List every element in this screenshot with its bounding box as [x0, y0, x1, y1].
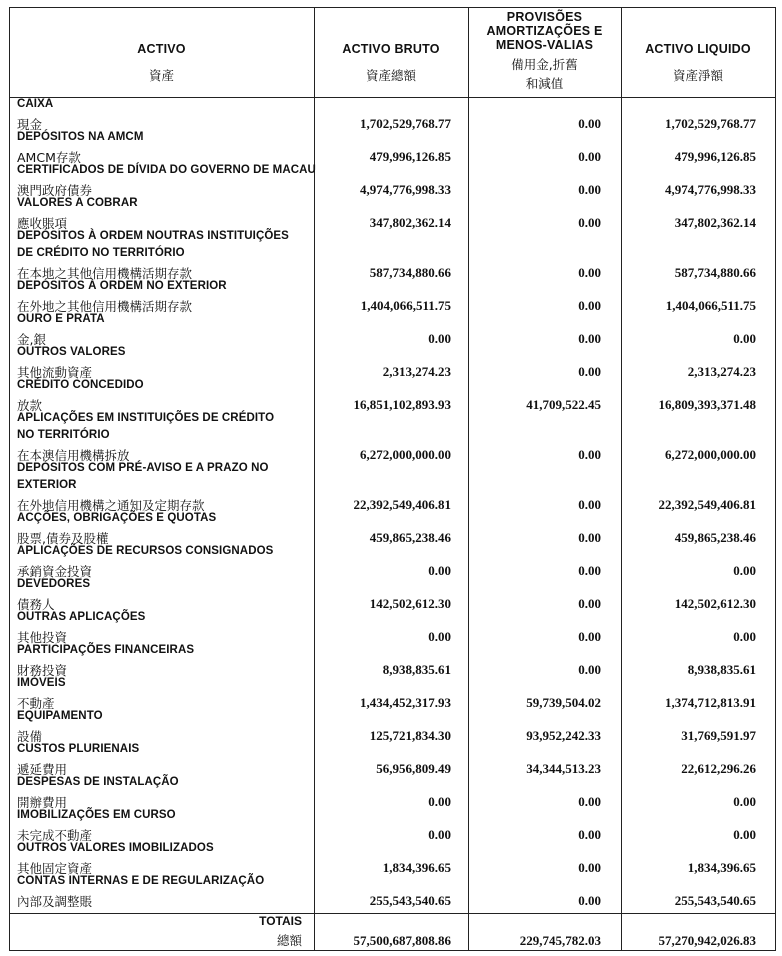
- row-label-zh: 金,銀: [17, 332, 46, 347]
- row-activo-bruto: 0.00: [428, 629, 451, 644]
- row-label-pt: CRÉDITO CONCEDIDO: [17, 379, 144, 391]
- table-row: [9, 231, 776, 281]
- table-row: [9, 678, 776, 711]
- table-row: [9, 810, 776, 843]
- table-row: [9, 843, 776, 876]
- row-activo-liquido: 1,404,066,511.75: [665, 298, 756, 313]
- row-label-pt: DEPÓSITOS NA AMCM: [17, 131, 144, 143]
- row-activo-bruto: 1,404,066,511.75: [360, 298, 451, 313]
- row-activo-liquido: 22,392,549,406.81: [658, 497, 756, 512]
- row-label-zh: 澳門政府債券: [17, 183, 93, 198]
- header-liquido-zh: 資產淨額: [672, 68, 723, 83]
- row-activo-liquido: 0.00: [733, 563, 756, 578]
- row-label-pt: OUTROS VALORES: [17, 346, 126, 358]
- row-activo-liquido: 459,865,238.46: [674, 530, 756, 545]
- row-label-zh: 在外地信用機構之通知及定期存款: [17, 498, 205, 513]
- row-label-pt: APLICAÇÕES EM INSTITUIÇÕES DE CRÉDITO: [17, 412, 275, 424]
- row-provisoes: 0.00: [578, 497, 601, 512]
- row-provisoes: 0.00: [578, 860, 601, 875]
- totals-provisoes: 229,745,782.03: [519, 933, 601, 948]
- row-activo-liquido: 4,974,776,998.33: [665, 182, 756, 197]
- header-activo-zh: 資產: [148, 68, 174, 83]
- row-provisoes: 0.00: [578, 827, 601, 842]
- row-activo-bruto: 8,938,835.61: [382, 662, 451, 677]
- row-label-zh: 在外地之其他信用機構活期存款: [17, 299, 193, 314]
- table-row: [9, 876, 776, 909]
- row-activo-liquido: 0.00: [733, 331, 756, 346]
- table-row: [9, 314, 776, 347]
- row-label-pt: CERTIFICADOS DE DÍVIDA DO GOVERNO DE MACAU: [17, 164, 316, 176]
- row-provisoes: 34,344,513.23: [526, 761, 601, 776]
- row-label-pt: IMÓVEIS: [17, 677, 66, 689]
- row-activo-bruto: 0.00: [428, 331, 451, 346]
- row-provisoes: 0.00: [578, 149, 601, 164]
- table-row: [9, 99, 776, 132]
- row-label-pt: APLICAÇÕES DE RECURSOS CONSIGNADOS: [17, 545, 274, 557]
- row-activo-bruto: 1,702,529,768.77: [360, 116, 451, 131]
- row-activo-liquido: 1,834,396.65: [687, 860, 756, 875]
- row-provisoes: 0.00: [578, 794, 601, 809]
- row-label-zh: AMCM存款: [17, 150, 81, 165]
- row-activo-bruto: 479,996,126.85: [369, 149, 451, 164]
- row-label-zh: 財務投資: [17, 663, 68, 678]
- totals-bruto: 57,500,687,808.86: [353, 933, 451, 948]
- row-label-zh: 其他固定資產: [17, 861, 93, 876]
- table-row: [9, 546, 776, 579]
- row-label-zh: 其他流動資產: [17, 365, 93, 380]
- header-provisoes-zh1: 備用金,折舊: [511, 57, 578, 72]
- row-provisoes: 93,952,242.33: [526, 728, 601, 743]
- row-label-pt: OUTRAS APLICAÇÕES: [17, 611, 146, 623]
- table-row: [9, 198, 776, 231]
- row-label-pt: CONTAS INTERNAS E DE REGULARIZAÇÃO: [17, 875, 265, 887]
- table-row: [9, 777, 776, 810]
- row-activo-liquido: 6,272,000,000.00: [665, 447, 756, 462]
- row-provisoes: 0.00: [578, 629, 601, 644]
- table-row: [9, 380, 776, 413]
- row-activo-liquido: 31,769,591.97: [681, 728, 756, 743]
- row-provisoes: 0.00: [578, 893, 601, 908]
- header-provisoes-pt1: PROVISÕES: [506, 10, 583, 24]
- row-label-pt: IMOBILIZAÇÕES EM CURSO: [17, 809, 176, 821]
- row-label-pt: DEVEDORES: [17, 578, 91, 590]
- row-label-zh: 遞延費用: [17, 762, 68, 777]
- row-provisoes: 0.00: [578, 265, 601, 280]
- row-label-zh: 設備: [17, 729, 43, 744]
- row-provisoes: 0.00: [578, 298, 601, 313]
- row-provisoes: 59,739,504.02: [526, 695, 601, 710]
- header-provisoes-zh2: 和減值: [525, 76, 564, 91]
- header-bruto: [314, 7, 468, 97]
- row-provisoes: 41,709,522.45: [526, 397, 601, 412]
- header-divider: [9, 97, 776, 98]
- row-label-pt: DEPÓSITOS À ORDEM NOUTRAS INSTITUIÇÕES: [17, 230, 289, 242]
- row-activo-liquido: 142,502,612.30: [674, 596, 756, 611]
- header-liquido: [621, 7, 775, 97]
- row-provisoes: 0.00: [578, 182, 601, 197]
- table-row: [9, 165, 776, 198]
- row-activo-bruto: 0.00: [428, 827, 451, 842]
- row-label-zh: 其他投資: [17, 630, 68, 645]
- row-label-pt: DEPÓSITOS COM PRÉ-AVISO E A PRAZO NO: [17, 462, 269, 474]
- table-row: [9, 132, 776, 165]
- row-provisoes: 0.00: [578, 530, 601, 545]
- row-label-zh: 放款: [17, 398, 43, 413]
- row-label-pt: CAIXA: [17, 98, 54, 110]
- header-activo: [9, 7, 314, 97]
- row-activo-bruto: 459,865,238.46: [369, 530, 451, 545]
- row-label-pt: VALORES A COBRAR: [17, 197, 138, 209]
- row-provisoes: 0.00: [578, 364, 601, 379]
- row-activo-liquido: 8,938,835.61: [687, 662, 756, 677]
- row-label-pt: ACÇÕES, OBRIGAÇÕES E QUOTAS: [17, 512, 217, 524]
- row-label-pt: DESPESAS DE INSTALAÇÃO: [17, 776, 179, 788]
- row-label-zh: 開辦費用: [17, 795, 68, 810]
- row-activo-liquido: 255,543,540.65: [674, 893, 756, 908]
- row-provisoes: 0.00: [578, 447, 601, 462]
- row-activo-bruto: 2,313,274.23: [382, 364, 451, 379]
- row-activo-liquido: 22,612,296.26: [681, 761, 756, 776]
- row-activo-liquido: 0.00: [733, 794, 756, 809]
- header-provisoes: [468, 7, 621, 97]
- row-activo-liquido: 16,809,393,371.48: [658, 397, 756, 412]
- header-bruto-zh: 資產總額: [365, 68, 416, 83]
- row-activo-bruto: 347,802,362.14: [369, 215, 451, 230]
- table-row: [9, 413, 776, 463]
- table-row: [9, 579, 776, 612]
- row-activo-bruto: 4,974,776,998.33: [360, 182, 451, 197]
- table-row: [9, 711, 776, 744]
- row-provisoes: 0.00: [578, 662, 601, 677]
- header-bruto-pt: ACTIVO BRUTO: [342, 42, 440, 56]
- row-activo-liquido: 347,802,362.14: [674, 215, 756, 230]
- row-label-pt: CUSTOS PLURIENAIS: [17, 743, 140, 755]
- header-activo-pt: ACTIVO: [137, 42, 186, 56]
- table-row: [9, 744, 776, 777]
- header-provisoes-pt2: AMORTIZAÇÕES E: [486, 24, 603, 38]
- row-activo-liquido: 1,702,529,768.77: [665, 116, 756, 131]
- table-row: [9, 281, 776, 314]
- row-activo-bruto: 1,434,452,317.93: [360, 695, 451, 710]
- row-provisoes: 0.00: [578, 331, 601, 346]
- row-label-zh: 承銷資金投資: [17, 564, 93, 579]
- row-activo-bruto: 1,834,396.65: [382, 860, 451, 875]
- row-label-pt: PARTICIPAÇÕES FINANCEIRAS: [17, 644, 195, 656]
- table-row: [9, 347, 776, 380]
- table-row: [9, 513, 776, 546]
- table-border-bottom: [9, 950, 776, 951]
- row-activo-bruto: 16,851,102,893.93: [353, 397, 451, 412]
- row-label-pt: DEPÓSITOS À ORDEM NO EXTERIOR: [17, 280, 227, 292]
- row-activo-bruto: 255,543,540.65: [369, 893, 451, 908]
- row-activo-liquido: 479,996,126.85: [674, 149, 756, 164]
- totals-label-pt: TOTAIS: [259, 914, 302, 928]
- row-provisoes: 0.00: [578, 563, 601, 578]
- row-label-zh: 未完成不動產: [17, 828, 93, 843]
- row-activo-bruto: 6,272,000,000.00: [360, 447, 451, 462]
- row-provisoes: 0.00: [578, 596, 601, 611]
- row-label-pt-line2: NO TERRITÓRIO: [17, 429, 110, 441]
- row-label-zh: 內部及調整賬: [17, 894, 93, 909]
- row-activo-liquido: 587,734,880.66: [674, 265, 756, 280]
- row-label-pt-line2: EXTERIOR: [17, 479, 77, 491]
- row-label-pt: OUTROS VALORES IMOBILIZADOS: [17, 842, 214, 854]
- row-activo-bruto: 125,721,834.30: [369, 728, 451, 743]
- row-activo-bruto: 0.00: [428, 563, 451, 578]
- row-activo-liquido: 0.00: [733, 629, 756, 644]
- row-activo-bruto: 142,502,612.30: [369, 596, 451, 611]
- row-label-pt: EQUIPAMENTO: [17, 710, 103, 722]
- totals-liquido: 57,270,942,026.83: [658, 933, 756, 948]
- totals-row: [9, 914, 776, 950]
- table-row: [9, 645, 776, 678]
- table-row: [9, 612, 776, 645]
- row-label-zh: 不動產: [17, 696, 55, 711]
- header-provisoes-pt3: MENOS-VALIAS: [495, 38, 594, 52]
- row-label-pt-line2: DE CRÉDITO NO TERRITÓRIO: [17, 247, 185, 259]
- row-label-zh: 股票,債券及股權: [17, 531, 109, 546]
- row-activo-liquido: 2,313,274.23: [687, 364, 756, 379]
- row-provisoes: 0.00: [578, 116, 601, 131]
- balance-sheet-table: [9, 7, 776, 951]
- table-row: [9, 463, 776, 513]
- row-activo-liquido: 1,374,712,813.91: [665, 695, 756, 710]
- row-activo-bruto: 22,392,549,406.81: [353, 497, 451, 512]
- header-liquido-pt: ACTIVO LIQUIDO: [645, 42, 751, 56]
- row-label-zh: 現金: [17, 117, 43, 132]
- row-activo-bruto: 0.00: [428, 794, 451, 809]
- row-label-zh: 債務人: [17, 597, 55, 612]
- row-label-zh: 在本地之其他信用機構活期存款: [17, 266, 193, 281]
- row-provisoes: 0.00: [578, 215, 601, 230]
- row-activo-bruto: 56,956,809.49: [376, 761, 451, 776]
- row-activo-liquido: 0.00: [733, 827, 756, 842]
- row-label-zh: 在本澳信用機構拆放: [17, 448, 130, 463]
- row-label-zh: 應收賬項: [17, 216, 68, 231]
- row-activo-bruto: 587,734,880.66: [369, 265, 451, 280]
- totals-label-zh: 總額: [276, 933, 302, 948]
- row-label-pt: OURO E PRATA: [17, 313, 105, 325]
